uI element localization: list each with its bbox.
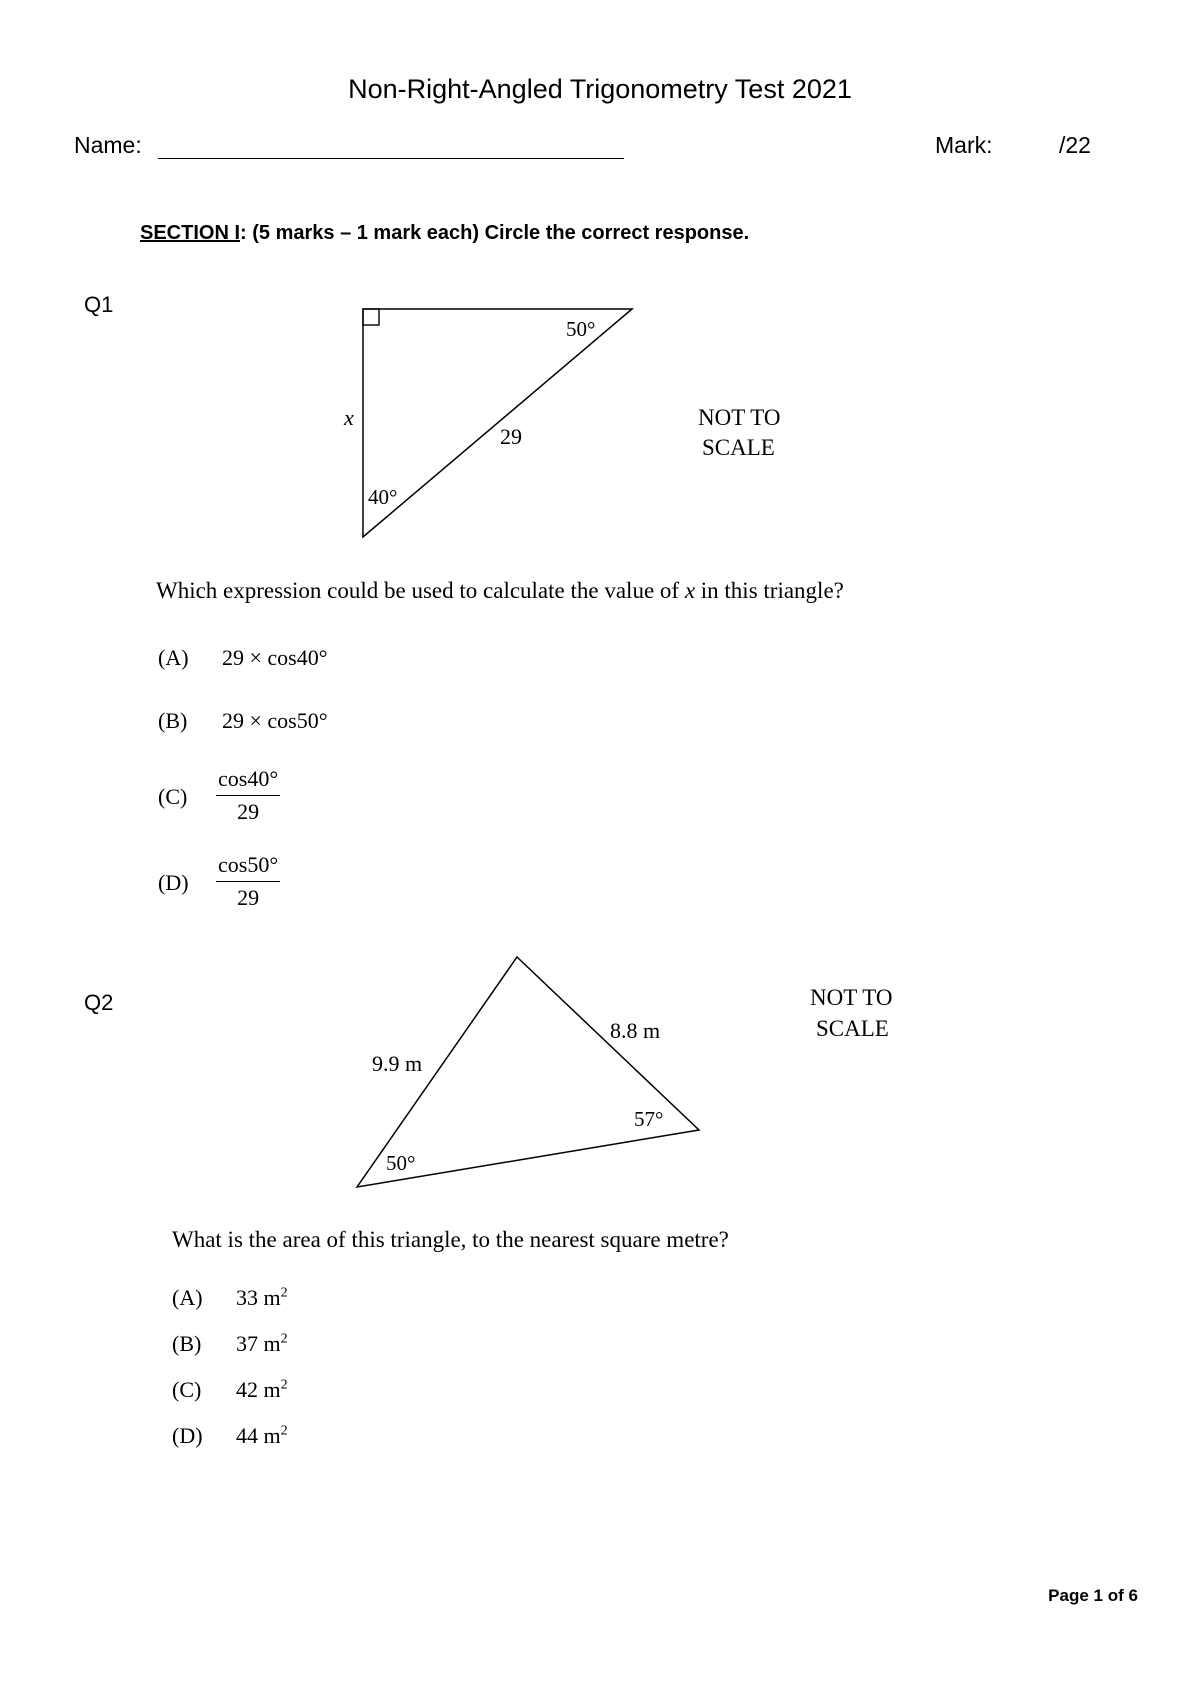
q2-option-d-label: (D) xyxy=(172,1423,203,1448)
q2-scale-note-line2: SCALE xyxy=(816,1016,889,1041)
question-2-text: What is the area of this triangle, to the nearest square metre? xyxy=(172,1227,729,1252)
q2-option-b-power: 2 xyxy=(280,1331,288,1347)
q2-option-b-value: 37 m xyxy=(236,1331,281,1356)
q2-option-d-power: 2 xyxy=(280,1423,288,1439)
q2-option-c[interactable] xyxy=(172,1377,288,1403)
q2-side-right: 8.8 m xyxy=(610,1018,661,1043)
question-1-number: Q1 xyxy=(84,292,114,317)
question-1-text-post: in this triangle? xyxy=(695,578,844,603)
question-1-variable: x xyxy=(684,578,696,603)
q1-side-x: x xyxy=(344,405,354,430)
q2-side-left: 9.9 m xyxy=(372,1051,423,1076)
q2-option-a-label: (A) xyxy=(172,1285,203,1310)
page-current: 1 xyxy=(1093,1586,1104,1605)
mark-total: /22 xyxy=(1059,132,1091,158)
q1-option-c-fraction[interactable] xyxy=(216,766,280,825)
mark-label: Mark: xyxy=(935,132,993,158)
q1-option-b-label: (B) xyxy=(158,708,188,733)
q2-option-d[interactable] xyxy=(172,1423,288,1449)
q2-option-a-power: 2 xyxy=(280,1285,288,1301)
q1-option-d-denominator: 29 xyxy=(237,885,260,910)
q1-option-b[interactable] xyxy=(158,708,328,734)
q1-bottom-angle: 40° xyxy=(368,485,398,509)
page-title: Non-Right-Angled Trigonometry Test 2021 xyxy=(348,74,852,104)
q1-option-a-text: 29 × cos40° xyxy=(222,645,328,670)
q1-right-angle-marker xyxy=(363,309,379,325)
q1-scale-note-line1: NOT TO xyxy=(698,405,781,430)
q1-option-c-numerator: cos40° xyxy=(216,766,280,796)
q2-scale-note-line1: NOT TO xyxy=(810,985,893,1010)
q2-angle-left: 50° xyxy=(386,1151,416,1175)
q1-option-c-denominator: 29 xyxy=(237,799,260,824)
q1-option-b-text: 29 × cos50° xyxy=(222,708,328,733)
q2-option-a-value: 33 m xyxy=(236,1285,281,1310)
q1-option-a-label: (A) xyxy=(158,645,189,670)
name-label: Name: xyxy=(74,132,142,158)
q2-option-d-value: 44 m xyxy=(236,1423,281,1448)
page-number xyxy=(1048,1586,1138,1606)
question-1-text xyxy=(156,578,844,604)
q1-hypotenuse: 29 xyxy=(500,424,522,449)
section-title: SECTION I xyxy=(140,222,241,244)
q2-option-b[interactable] xyxy=(172,1331,288,1357)
q2-option-b-label: (B) xyxy=(172,1331,202,1356)
q2-option-c-label: (C) xyxy=(172,1377,202,1402)
q1-triangle xyxy=(363,309,632,537)
page-of: of xyxy=(1107,1586,1124,1605)
page-word: Page xyxy=(1048,1586,1089,1605)
q1-option-d-fraction[interactable] xyxy=(216,852,280,911)
question-1-text-pre: Which expression could be used to calculate the value of xyxy=(156,578,685,603)
q2-angle-right: 57° xyxy=(634,1107,664,1131)
q1-option-d-label[interactable]: (D) xyxy=(158,870,189,895)
q1-scale-note-line2: SCALE xyxy=(702,435,775,460)
q1-top-angle: 50° xyxy=(566,317,596,341)
q2-option-a[interactable] xyxy=(172,1285,288,1311)
q1-option-a[interactable] xyxy=(158,645,328,671)
q1-option-d-numerator: cos50° xyxy=(216,852,280,882)
q2-option-c-power: 2 xyxy=(280,1377,288,1393)
q1-option-c-label[interactable]: (C) xyxy=(158,784,188,809)
page-total: 6 xyxy=(1128,1586,1138,1605)
section-instructions: : (5 marks – 1 mark each) Circle the correct response. xyxy=(240,222,750,244)
question-2-number: Q2 xyxy=(84,990,114,1015)
q2-option-c-value: 42 m xyxy=(236,1377,281,1402)
